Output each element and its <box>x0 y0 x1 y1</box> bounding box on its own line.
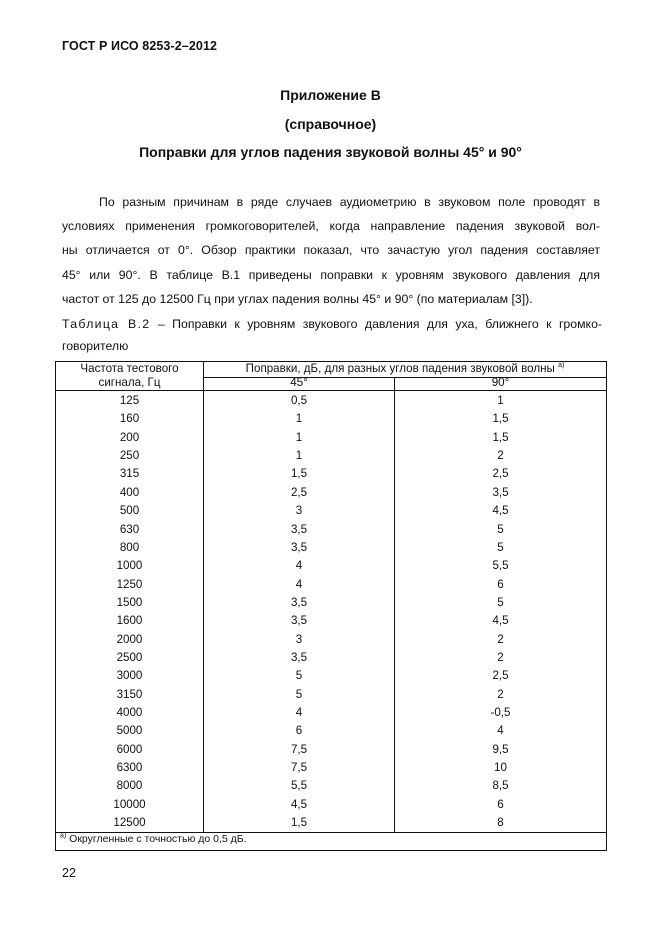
angle-90-cell: 2,5 <box>492 669 509 683</box>
table-rule-header <box>56 390 606 391</box>
freq-cell: 2500 <box>116 650 143 664</box>
angle-45-cell: 3,5 <box>290 522 308 536</box>
table-footnote <box>60 833 247 845</box>
freq-cell: 160 <box>119 412 140 426</box>
table-label: Таблица В.2 <box>62 317 151 331</box>
caption-text: – Поправки к уровням звукового давления для уха, ближнего к громко- <box>150 317 603 331</box>
angle-90-cell: 2 <box>497 650 504 664</box>
col-45-header: 45° <box>290 376 308 389</box>
angle-90-cell: 6 <box>497 577 504 591</box>
appendix-subtitle: Поправки для углов падения звуковой волны 45° и 90° <box>139 144 522 160</box>
angle-45-cell: 1 <box>295 449 303 463</box>
freq-cell: 5000 <box>116 724 143 738</box>
angle-90-cell: 2 <box>497 687 504 701</box>
freq-cell: 12500 <box>113 816 146 830</box>
corrections-table <box>55 361 607 851</box>
angle-45-cell: 1 <box>295 412 303 426</box>
angle-90-cell: -0,5 <box>490 706 511 719</box>
angle-90-cell: 5 <box>497 522 504 536</box>
angle-45-cell: 5 <box>295 687 303 701</box>
freq-cell: 6000 <box>116 742 143 756</box>
angle-45-cell: 3,5 <box>290 595 308 609</box>
intro-paragraph <box>62 190 600 311</box>
angle-90-cell: 6 <box>497 797 504 811</box>
angle-90-cell: 4 <box>497 724 504 738</box>
freq-cell: 6300 <box>116 761 143 774</box>
footnote-ref: а) <box>558 362 565 370</box>
freq-cell: 630 <box>119 522 140 536</box>
freq-header-line1: Частота тестового <box>80 362 179 375</box>
table-caption <box>62 313 602 357</box>
angle-90-cell: 4,5 <box>492 614 509 628</box>
freq-header-line2: сигнала, Гц <box>98 376 161 389</box>
freq-cell: 500 <box>119 504 140 518</box>
freq-cell: 315 <box>119 467 140 481</box>
document-code: ГОСТ Р ИСО 8253-2–2012 <box>62 39 218 53</box>
paragraph-line: ны отличается от 0°. Обзор практики показал, что зачастую угол падения составляет <box>62 243 600 258</box>
paragraph-line: условиях применения громкоговорителей, когда направление падения звуковой вол- <box>62 219 600 234</box>
col-90-header: 90° <box>491 376 510 389</box>
angle-group-header: Поправки, дБ, для разных углов падения звуковой волны $^{а)}$ <box>245 362 565 375</box>
angle-45-cell: 3 <box>295 504 303 518</box>
angle-90-cell: 5 <box>497 540 504 554</box>
freq-cell: 8000 <box>116 779 143 793</box>
angle-45-cell: 3,5 <box>290 540 308 554</box>
paragraph-line: частот от 125 до 12500 Гц при углах падения волны 45° и 90° (по материалам [3]). <box>62 291 533 306</box>
paragraph-line: По разным причинам в ряде случаев аудиометрию в звуковом поле проводят в <box>99 195 600 209</box>
angle-90-cell: 1,5 <box>492 430 509 444</box>
angle-90-cell: 5,5 <box>492 559 509 573</box>
freq-cell: 1600 <box>116 614 143 628</box>
angle-90-cell: 2 <box>497 449 504 463</box>
appendix-title: Приложение В <box>280 87 381 103</box>
freq-cell: 3000 <box>116 669 143 683</box>
freq-cell: 1000 <box>116 559 143 573</box>
freq-cell: 3150 <box>116 687 143 701</box>
appendix-status: (справочное) <box>284 116 377 132</box>
paragraph-line: 45° или 90°. В таблице В.1 приведены поправки к уровням звукового давления для <box>62 267 600 282</box>
angle-90-cell: 1,5 <box>492 412 509 426</box>
angle-45-cell: 4 <box>295 577 303 591</box>
angle-90-cell: 5 <box>497 595 504 609</box>
footnote-mark: а) <box>60 832 67 840</box>
angle-90-cell: 8,5 <box>492 779 509 793</box>
angle-45-cell: 7,5 <box>290 761 308 774</box>
freq-cell: 800 <box>119 540 140 554</box>
angle-90-cell: 2,5 <box>492 467 509 481</box>
angle-45-cell: 1,5 <box>290 467 308 481</box>
freq-cell: 1500 <box>116 595 143 609</box>
angle-45-cell: 2,5 <box>290 485 308 499</box>
angle-45-cell: 6 <box>295 724 303 738</box>
freq-cell: 10000 <box>113 797 146 811</box>
angle-45-cell: 5 <box>295 669 303 683</box>
angle-45-cell: 1 <box>295 430 303 444</box>
angle-45-cell: 5,5 <box>290 779 308 793</box>
angle-90-cell: 1 <box>497 394 504 407</box>
footnote-text: Округленные с точностью до 0,5 дБ. <box>66 833 247 845</box>
freq-cell: 250 <box>119 449 140 463</box>
angle-45-cell: 3 <box>295 632 303 646</box>
freq-cell: 4000 <box>116 706 143 719</box>
angle-45-cell: 7,5 <box>290 742 308 756</box>
freq-cell: 1250 <box>116 577 143 591</box>
angle-45-cell: 0,5 <box>290 394 308 407</box>
angle-90-cell: 2 <box>497 632 504 646</box>
page-number: 22 <box>62 866 76 880</box>
angle-45-cell: 4 <box>295 706 303 719</box>
angle-45-cell: 4 <box>295 559 303 573</box>
freq-cell: 200 <box>119 430 140 444</box>
freq-cell: 400 <box>119 485 140 499</box>
angle-45-cell: 3,5 <box>290 614 308 628</box>
freq-cell: 2000 <box>116 632 143 646</box>
angle-90-cell: 9,5 <box>492 742 509 756</box>
angle-45-cell: 1,5 <box>290 816 308 830</box>
angle-90-cell: 10 <box>494 761 507 774</box>
angle-45-cell: 3,5 <box>290 650 308 664</box>
angle-90-cell: 3,5 <box>492 485 509 499</box>
angle-45-cell: 4,5 <box>290 797 308 811</box>
caption-text-continued: говорителю <box>62 339 129 353</box>
angle-90-cell: 4,5 <box>492 504 509 518</box>
freq-cell: 125 <box>119 394 140 407</box>
angle-90-cell: 8 <box>497 816 504 830</box>
